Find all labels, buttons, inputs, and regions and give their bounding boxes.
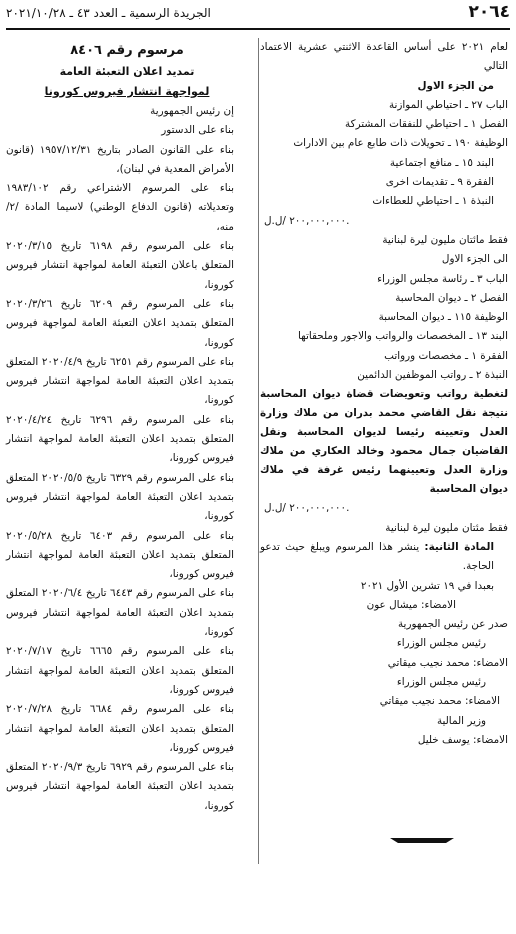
amount-two: ٢٠٠,٠٠٠,٠٠٠ /ل.ل. <box>264 502 350 515</box>
end-rule <box>390 838 454 843</box>
decree-subtitle-two: لمواجهة انتشار فيروس كورونا <box>44 85 210 98</box>
column-divider <box>258 38 259 864</box>
running-head: الجريدة الرسمية ـ العدد ٤٣ ـ ٢٠٢١/١٠/٢٨ <box>6 6 211 20</box>
decree-ref-6251: بناء على المرسوم رقم ٦٢٥١ تاريخ ٢٠٢٠/٤/٩ المتعلق بتمديد اعلان التعبئة العامة لمواجهة انتشار فيروس كورونا، <box>6 355 234 407</box>
decree-ref-6329: بناء على المرسوم رقم ٦٣٢٩ تاريخ ٢٠٢٠/٥/٥ المتعلق بتمديد اعلان التعبئة العامة لمواجهة انتشار فيروس كورونا، <box>6 471 234 523</box>
purpose-text: لتغطية رواتب وتعويضات قضاة ديوان المحاسبة نتيجة نقل القاضي محمد بدران من ملاك وزارة العدل وتعيينه رئيسا لديوان المحاسبة ونقل القاضيان جمال محمود وخالد العكاري من ملاك وزارة العدل وتعيينهما رئيس غرفة في ملاك ديوان المحاسبة <box>260 388 508 496</box>
amount-two-words: فقط مئتان مليون ليرة لبنانية <box>385 521 508 534</box>
to-part-one: الى الجزء الاول <box>441 253 508 266</box>
decree-ref-6665: بناء على المرسوم رقم ٦٦٦٥ تاريخ ٢٠٢٠/٧/١٧ المتعلق بتمديد اعلان التعبئة العامة لمواجهة انتشار فيروس كورونا، <box>6 645 235 696</box>
article-two-text: ينشر هذا المرسوم ويبلغ حيث تدعو الحاجة. <box>260 540 494 573</box>
signature-president: الامضاء: ميشال عون <box>366 598 456 611</box>
item-chapter-3: الباب ٣ ـ رئاسة مجلس الوزراء <box>377 272 508 285</box>
law-1957: بناء على القانون الصادر بتاريخ ١٩٥٧/١٢/٣١ (قانون الأمراض المعدية في لبنان)، <box>6 143 234 175</box>
constitution-line: بناء على الدستور <box>161 124 234 137</box>
signature-finance: الامضاء: يوسف خليل <box>417 733 508 746</box>
left-column <box>6 40 248 816</box>
finance-title: وزير المالية <box>436 714 486 727</box>
page-header <box>6 0 510 30</box>
article-two <box>260 538 508 577</box>
item-chapter-27: الباب ٢٧ ـ احتياطي الموازنة <box>388 98 508 111</box>
item-section-2: الفصل ٢ ـ ديوان المحاسبة <box>395 291 508 304</box>
item-subclause-1: النبذة ١ ـ احتياطي للعطاءات <box>372 195 494 208</box>
amount-one-words: فقط مائتان مليون ليرة لبنانية <box>382 233 508 246</box>
issued-by: صدر عن رئيس الجمهورية <box>397 618 508 631</box>
decree-ref-6443: بناء على المرسوم رقم ٦٤٤٣ تاريخ ٢٠٢٠/٦/٤ المتعلق بتمديد اعلان التعبئة العامة لمواجهة انتشار فيروس كورونا، <box>6 587 234 639</box>
date-place: بعبدا في ١٩ تشرين الأول ٢٠٢١ <box>360 579 494 592</box>
signature-pm-two: الامضاء: محمد نجيب ميقاتي <box>379 695 500 708</box>
decree-ref-6929: بناء على المرسوم رقم ٦٩٢٩ تاريخ ٢٠٢٠/٩/٣ المتعلق بتمديد اعلان التعبئة العامة لمواجهة انتشار فيروس كورونا، <box>6 761 234 812</box>
president-line: إن رئيس الجمهورية <box>150 105 234 117</box>
item-function-190: الوظيفة ١٩٠ ـ تحويلات ذات طابع عام بين الادارات <box>293 137 508 150</box>
item-subclause-2: النبذة ٢ ـ رواتب الموظفين الدائمين <box>357 369 508 382</box>
signature-pm-one: الامضاء: محمد نجيب ميقاتي <box>387 656 508 669</box>
decree-ref-6296: بناء على المرسوم رقم ٦٢٩٦ تاريخ ٢٠٢٠/٤/٢٤ المتعلق بتمديد اعلان التعبئة العامة لمواجهة انتشار فيروس كورونا، <box>6 413 235 465</box>
amount-one: ٢٠٠,٠٠٠,٠٠٠ /ل.ل. <box>264 214 350 227</box>
decree-ref-6198: بناء على المرسوم رقم ٦١٩٨ تاريخ ٢٠٢٠/٣/١٥ المتعلق باعلان التعبئة العامة لمواجهة انتشار فيروس كورونا، <box>6 240 235 291</box>
intro-text: لعام ٢٠٢١ على أساس القاعدة الاثنتي عشرية الاعتماد التالي <box>260 41 508 73</box>
decree-ref-6403: بناء على المرسوم رقم ٦٤٠٣ تاريخ ٢٠٢٠/٥/٢٨ المتعلق بتمديد اعلان التعبئة العامة لمواجهة انتشار فيروس كورونا، <box>6 529 235 581</box>
item-clause-13: البند ١٣ ـ المخصصات والرواتب والاجور وملحقاتها <box>297 330 508 343</box>
decree-law-1983: بناء على المرسوم الاشتراعي رقم ١٩٨٣/١٠٢ وتعديلاته (قانون الدفاع الوطني) لاسيما المادة /٢/ منه، <box>6 182 234 233</box>
item-paragraph-9: الفقرة ٩ ـ تقديمات اخرى <box>385 176 494 189</box>
decree-ref-6209: بناء على المرسوم رقم ٦٢٠٩ تاريخ ٢٠٢٠/٣/٢٦ المتعلق بتمديد اعلان التعبئة العامة لمواجهة فيروس كورونا، <box>6 297 235 349</box>
decree-title: مرسوم رقم ٨٤٠٦ <box>70 43 184 58</box>
item-clause-15: البند ١٥ ـ منافع اجتماعية <box>389 156 494 169</box>
part-one-heading: من الجزء الاول <box>417 79 494 92</box>
item-paragraph-1: الفقرة ١ ـ مخصصات ورواتب <box>384 349 508 362</box>
decree-ref-6684: بناء على المرسوم رقم ٦٦٨٤ تاريخ ٢٠٢٠/٧/٢٨ المتعلق بتمديد اعلان التعبئة العامة لمواجهة انتشار فيروس كورونا، <box>6 703 235 754</box>
decree-subtitle-one: تمديد اعلان التعبئة العامة <box>59 65 195 78</box>
item-function-115: الوظيفة ١١٥ ـ ديوان المحاسبة <box>378 311 508 324</box>
page-number: ٢٠٦٤ <box>468 2 510 22</box>
item-section-1: الفصل ١ ـ احتياطي للنفقات المشتركة <box>345 118 508 131</box>
pm-title-one: رئيس مجلس الوزراء <box>396 637 486 650</box>
pm-title-two: رئيس مجلس الوزراء <box>396 676 486 689</box>
right-column <box>260 38 508 750</box>
article-two-label: المادة الثانية: <box>424 540 494 553</box>
